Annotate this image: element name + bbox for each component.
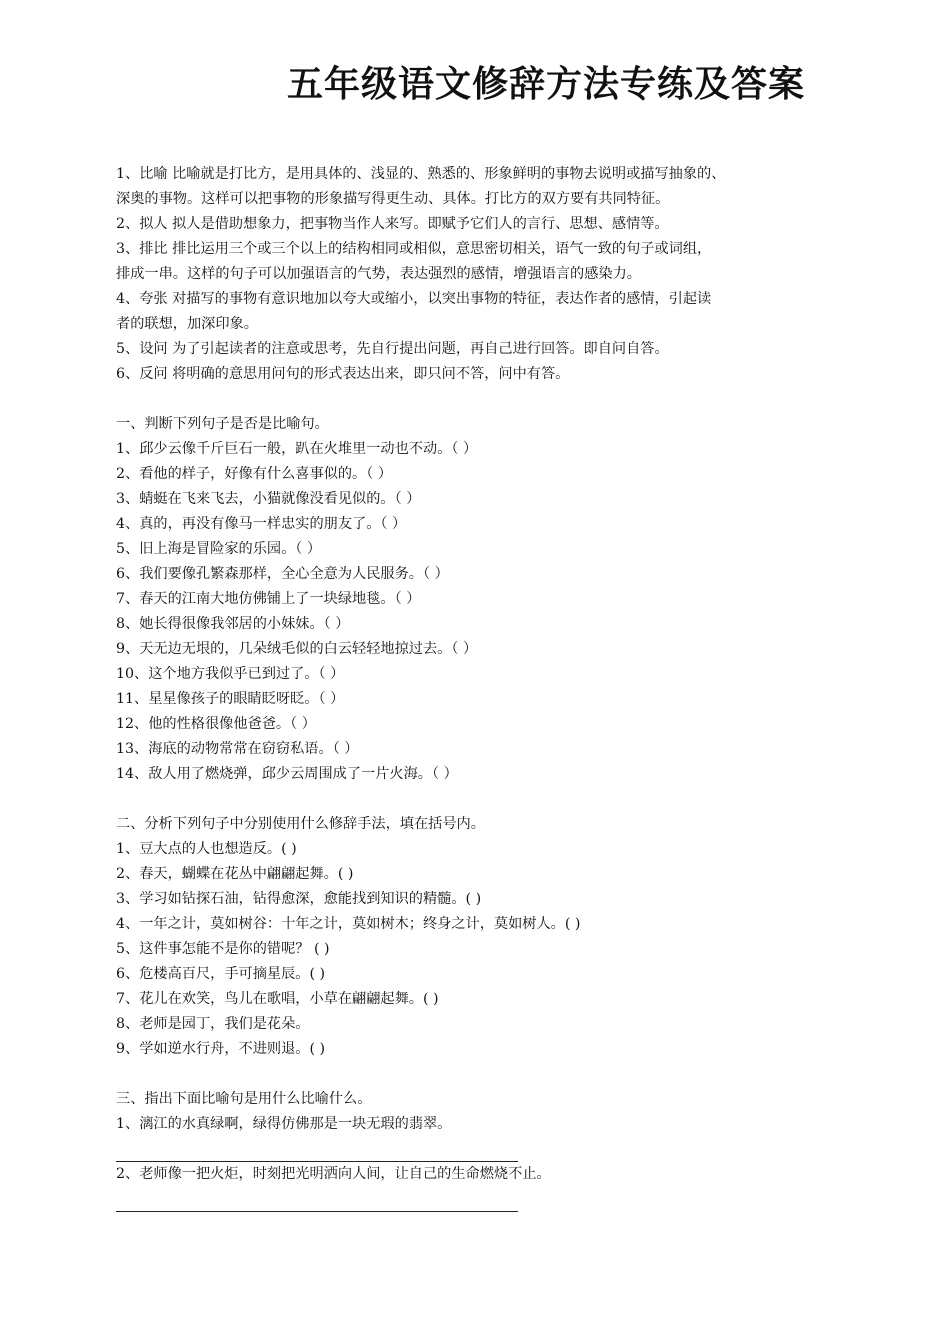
question-item: 8、她长得很像我邻居的小妹妹。（ ） — [116, 616, 350, 632]
question-item: 8、老师是园丁，我们是花朵。 — [116, 1016, 310, 1032]
question-item: 9、天无边无垠的，几朵绒毛似的白云轻轻地掠过去。（ ） — [116, 641, 478, 657]
question-item: 6、我们要像孔繁森那样，全心全意为人民服务。（ ） — [116, 566, 449, 582]
question-item: 14、敌人用了燃烧弹，邱少云周围成了一片火海。（ ） — [116, 766, 458, 782]
document-body — [116, 162, 836, 1212]
question-item: 5、这件事怎能不是你的错呢？ ( ) — [116, 941, 330, 957]
section-1-heading: 一、判断下列句子是否是比喻句。 — [116, 416, 329, 432]
section-1 — [116, 412, 836, 787]
intro-line: 3、排比 排比运用三个或三个以上的结构相同或相似，意思密切相关，语气一致的句子或词组， — [116, 241, 712, 257]
answer-line[interactable] — [116, 1137, 518, 1162]
spacer — [116, 387, 836, 412]
question-item: 7、春天的江南大地仿佛铺上了一块绿地毯。（ ） — [116, 591, 421, 607]
question-item: 9、学如逆水行舟，不进则退。( ) — [116, 1041, 326, 1057]
question-item: 1、豆大点的人也想造反。( ) — [116, 841, 297, 857]
question-item: 2、看他的样子，好像有什么喜事似的。（ ） — [116, 466, 393, 482]
question-item: 1、邱少云像千斤巨石一般，趴在火堆里一动也不动。（ ） — [116, 441, 478, 457]
intro-line: 2、拟人 拟人是借助想象力，把事物当作人来写。即赋予它们人的言行、思想、感情等。 — [116, 216, 669, 232]
page-title: 五年级语文修辞方法专练及答案 — [287, 64, 806, 105]
intro-definitions — [116, 162, 836, 387]
question-item: 3、学习如钻探石油，钻得愈深，愈能找到知识的精髓。( ) — [116, 891, 482, 907]
question-item: 7、花儿在欢笑，鸟儿在歌唱，小草在翩翩起舞。( ) — [116, 991, 439, 1007]
question-item: 5、旧上海是冒险家的乐园。（ ） — [116, 541, 322, 557]
section-3-heading: 三、指出下面比喻句是用什么比喻什么。 — [116, 1091, 372, 1107]
question-item: 13、海底的动物常常在窃窃私语。（ ） — [116, 741, 359, 757]
spacer — [116, 1062, 836, 1087]
intro-line: 4、夸张 对描写的事物有意识地加以夸大或缩小，以突出事物的特征，表达作者的感情，引起读 — [116, 291, 712, 307]
question-item: 6、危楼高百尺，手可摘星辰。( ) — [116, 966, 326, 982]
intro-line: 5、设问 为了引起读者的注意或思考，先自行提出问题，再自己进行回答。即自问自答。 — [116, 341, 669, 357]
question-item: 10、这个地方我似乎已到过了。（ ） — [116, 666, 345, 682]
intro-line: 排成一串。这样的句子可以加强语言的气势，表达强烈的感情，增强语言的感染力。 — [116, 266, 641, 282]
intro-line: 者的联想，加深印象。 — [116, 316, 258, 332]
intro-line: 1、比喻 比喻就是打比方，是用具体的、浅显的、熟悉的、形象鲜明的事物去说明或描写抽象的、 — [116, 166, 726, 182]
question-item: 1、漓江的水真绿啊，绿得仿佛那是一块无瑕的翡翠。 — [116, 1116, 452, 1132]
question-item: 4、一年之计，莫如树谷：十年之计，莫如树木；终身之计，莫如树人。( ) — [116, 916, 581, 932]
section-3 — [116, 1087, 836, 1212]
question-item: 12、他的性格很像他爸爸。（ ） — [116, 716, 316, 732]
question-item: 2、春天，蝴蝶在花丛中翩翩起舞。( ) — [116, 866, 354, 882]
question-item: 4、真的，再没有像马一样忠实的朋友了。（ ） — [116, 516, 407, 532]
question-item: 11、星星像孩子的眼睛眨呀眨。（ ） — [116, 691, 345, 707]
intro-line: 6、反问 将明确的意思用问句的形式表达出来，即只问不答，问中有答。 — [116, 366, 570, 382]
section-2-heading: 二、分析下列句子中分别使用什么修辞手法，填在括号内。 — [116, 816, 485, 832]
answer-line[interactable] — [116, 1187, 518, 1212]
question-item: 2、老师像一把火炬，时刻把光明洒向人间，让自己的生命燃烧不止。 — [116, 1166, 551, 1182]
question-item: 3、蜻蜓在飞来飞去，小猫就像没看见似的。（ ） — [116, 491, 421, 507]
section-2 — [116, 812, 836, 1062]
intro-line: 深奥的事物。这样可以把事物的形象描写得更生动、具体。打比方的双方要有共同特征。 — [116, 191, 670, 207]
spacer — [116, 787, 836, 812]
